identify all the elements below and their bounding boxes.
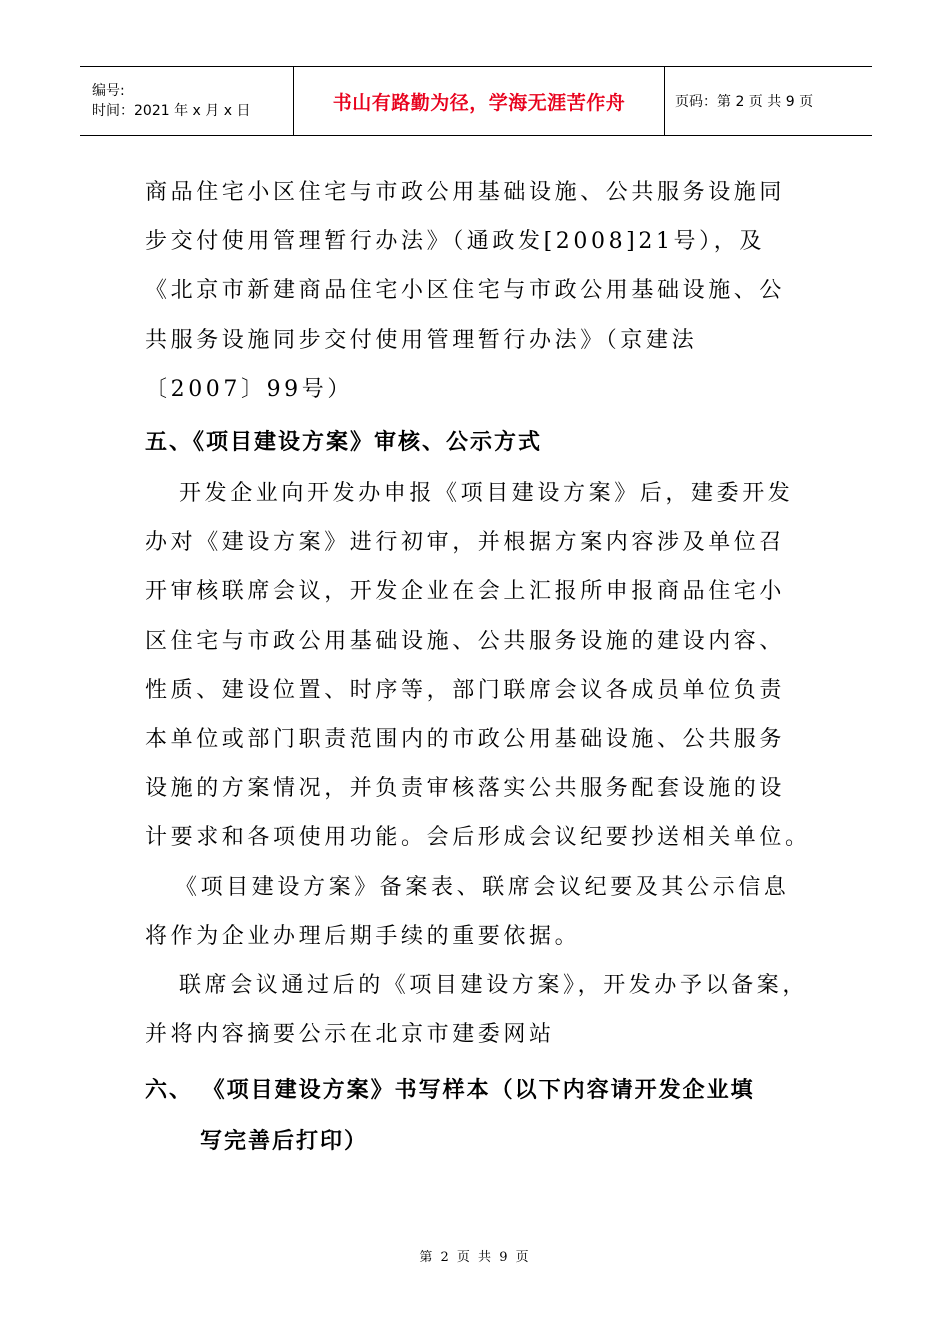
text-line: 本单位或部门职责范围内的市政公用基础设施、公共服务: [145, 726, 786, 752]
paragraph-publication: [145, 961, 810, 1059]
text-line: 共服务设施同步交付使用管理暂行办法》（京建法: [145, 327, 698, 353]
section-heading-six-continued: 写完善后打印）: [200, 1129, 369, 1154]
text-line: 计要求和各项使用功能。会后形成会议纪要抄送相关单位。: [145, 825, 811, 851]
text-line: 《北京市新建商品住宅小区住宅与市政公用基础设施、公: [145, 278, 786, 304]
text-line: 并将内容摘要公示在北京市建委网站: [145, 1022, 555, 1048]
text-line: 开发企业向开发办申报《项目建设方案》后，建委开发: [179, 481, 794, 506]
header-motto: 书山有路勤为径，学海无涯苦作舟: [332, 91, 626, 114]
header-motto-cell: [294, 67, 665, 136]
document-number-label: 编号:: [92, 83, 125, 99]
section-heading-six: 六、 《项目建设方案》书写样本（以下内容请开发企业填: [145, 1078, 755, 1103]
header-meta-cell: [80, 67, 294, 136]
paragraph-regulations: [145, 168, 810, 414]
text-line: 区住宅与市政公用基础设施、公共服务设施的建设内容、: [145, 628, 786, 654]
text-line: 将作为企业办理后期手续的重要依据。: [145, 924, 581, 950]
text-line: 联席会议通过后的《项目建设方案》，开发办予以备案，: [179, 973, 809, 998]
text-line: 设施的方案情况，并负责审核落实公共服务配套设施的设: [145, 776, 786, 802]
text-line: 办对《建设方案》进行初审，并根据方案内容涉及单位召: [145, 530, 786, 556]
paragraph-review-process: [145, 469, 810, 863]
text-line: 开审核联席会议，开发企业在会上汇报所申报商品住宅小: [145, 579, 786, 605]
text-line: 《项目建设方案》备案表、联席会议纪要及其公示信息: [175, 875, 790, 900]
text-line: 〔2007〕99号）: [145, 376, 353, 402]
text-line: 性质、建设位置、时序等，部门联席会议各成员单位负责: [145, 677, 786, 703]
page-footer: 第 2 页 共 9 页: [419, 1250, 531, 1265]
text-line: 商品住宅小区住宅与市政公用基础设施、公共服务设施同: [145, 180, 786, 205]
header-page-label: 页码：第 2 页 共 9 页: [675, 94, 814, 110]
header-page-cell: [665, 67, 873, 136]
document-date-label: 时间：2021 年 x 月 x 日: [92, 103, 251, 119]
text-line: 步交付使用管理暂行办法》（通政发[2008]21号），及: [145, 229, 765, 255]
document-header: [80, 66, 872, 136]
paragraph-record-basis: [145, 863, 810, 961]
section-heading-five: 五、《项目建设方案》审核、公示方式: [145, 430, 543, 455]
